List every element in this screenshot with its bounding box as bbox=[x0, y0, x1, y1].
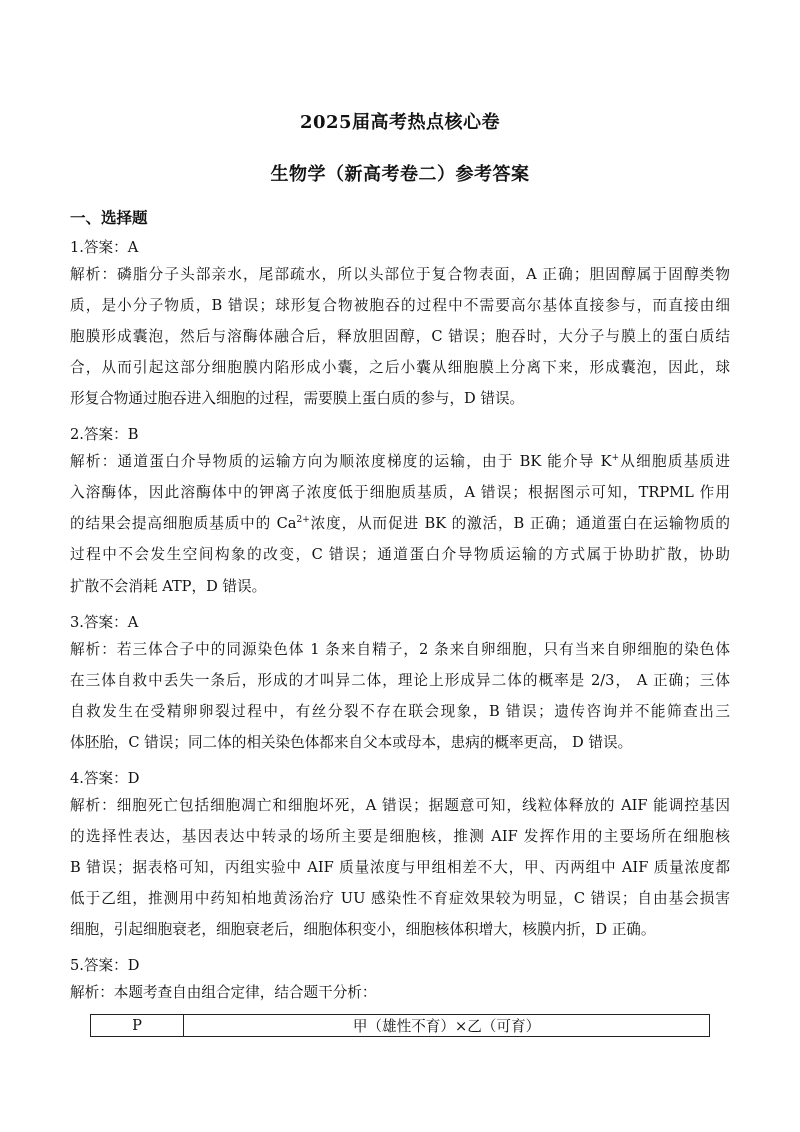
q4-explanation-line: B 错误；据表格可知，丙组实验中 AIF 质量浓度与甲组相差不大，甲、丙两组中 AIF 质量浓度都 bbox=[70, 859, 730, 876]
q1-explanation-line: 解析：磷脂分子头部亲水，尾部疏水，所以头部位于复合物表面，A 正确；胆固醇属于固醇类物 bbox=[70, 266, 730, 283]
q3-answer: 3.答案：A bbox=[70, 614, 139, 631]
q4-explanation-line: 解析：细胞死亡包括细胞凋亡和细胞坏死，A 错误；据题意可知，线粒体释放的 AIF 能调控基因 bbox=[70, 797, 730, 814]
table-cell: P bbox=[91, 1015, 184, 1037]
q3-explanation-line: 在三体自救中丢失一条后，形成的才叫异二体，理论上形成异二体的概率是 2/3， A 正确；三体 bbox=[70, 672, 730, 689]
section-heading: 一、选择题 bbox=[70, 208, 148, 227]
q1-explanation-line: 合，从而引起这部分细胞膜内陷形成小囊，之后小囊从细胞膜上分离下来，形成囊泡，因此，球 bbox=[70, 359, 730, 376]
table-row bbox=[91, 1015, 710, 1037]
q2-answer: 2.答案：B bbox=[70, 426, 139, 443]
q4-explanation-line: 的选择性表达，基因表达中转录的场所主要是细胞核，推测 AIF 发挥作用的主要场所在细胞核 bbox=[70, 828, 730, 845]
q2-explanation-line: 解析：通道蛋白介导物质的运输方向为顺浓度梯度的运输，由于 BK 能介导 K+从细胞质基质进 bbox=[70, 453, 730, 470]
document-title: 2025届高考热点核心卷 bbox=[299, 112, 501, 133]
q3-explanation-line: 体胚胎，C 错误；同二体的相关染色体都来自父本或母本，患病的概率更高， D 错误。 bbox=[70, 734, 633, 751]
q4-explanation-line: 细胞，引起细胞衰老，细胞衰老后，细胞体积变小，细胞核体积增大，核膜内折，D 正确。 bbox=[70, 921, 656, 938]
q3-explanation-line: 自救发生在受精卵卵裂过程中，有丝分裂不存在联会现象，B 错误；遗传咨询并不能筛查出三 bbox=[70, 703, 730, 720]
document-subtitle: 生物学（新高考卷二）参考答案 bbox=[270, 164, 530, 185]
cross-table bbox=[90, 1014, 710, 1037]
q2-explanation-line: 入溶酶体，因此溶酶体中的钾离子浓度低于细胞质基质，A 错误；根据图示可知，TRPML 作用 bbox=[70, 484, 730, 501]
q5-explanation-line: 解析：本题考查自由组合定律，结合题干分析： bbox=[70, 984, 377, 1001]
table-cell: 甲（雄性不育）×乙（可育） bbox=[184, 1015, 710, 1037]
q2-explanation-line: 的结果会提高细胞质基质中的 $Ca^{2+}$浓度，从而促进 BK 的激活，B 正确；通道蛋白在运输物质的 bbox=[70, 515, 730, 532]
q1-explanation-line: 形复合物通过胞吞进入细胞的过程，需要膜上蛋白质的参与，D 错误。 bbox=[70, 390, 525, 407]
q1-explanation-line: 质，是小分子物质，B 错误；球形复合物被胞吞的过程中不需要高尔基体直接参与，而直接由细 bbox=[70, 297, 730, 314]
q3-explanation-line: 解析：若三体合子中的同源染色体 1 条来自精子，2 条来自卵细胞，只有当来自卵细胞的染色体 bbox=[70, 641, 730, 658]
q1-explanation-line: 胞膜形成囊泡，然后与溶酶体融合后，释放胆固醇，C 错误；胞吞时，大分子与膜上的蛋白质结 bbox=[70, 328, 730, 345]
q4-answer: 4.答案：D bbox=[70, 770, 140, 787]
q5-answer: 5.答案：D bbox=[70, 957, 140, 974]
q1-answer: 1.答案：A bbox=[70, 239, 139, 256]
q2-explanation-line: 过程中不会发生空间构象的改变，C 错误；通道蛋白介导物质运输的方式属于协助扩散，协助 bbox=[70, 546, 730, 563]
q4-explanation-line: 低于乙组，推测用中药知柏地黄汤治疗 UU 感染性不育症效果较为明显，C 错误；自由基会损害 bbox=[70, 890, 730, 907]
q2-explanation-line: 扩散不会消耗 ATP，D 错误。 bbox=[70, 578, 267, 595]
